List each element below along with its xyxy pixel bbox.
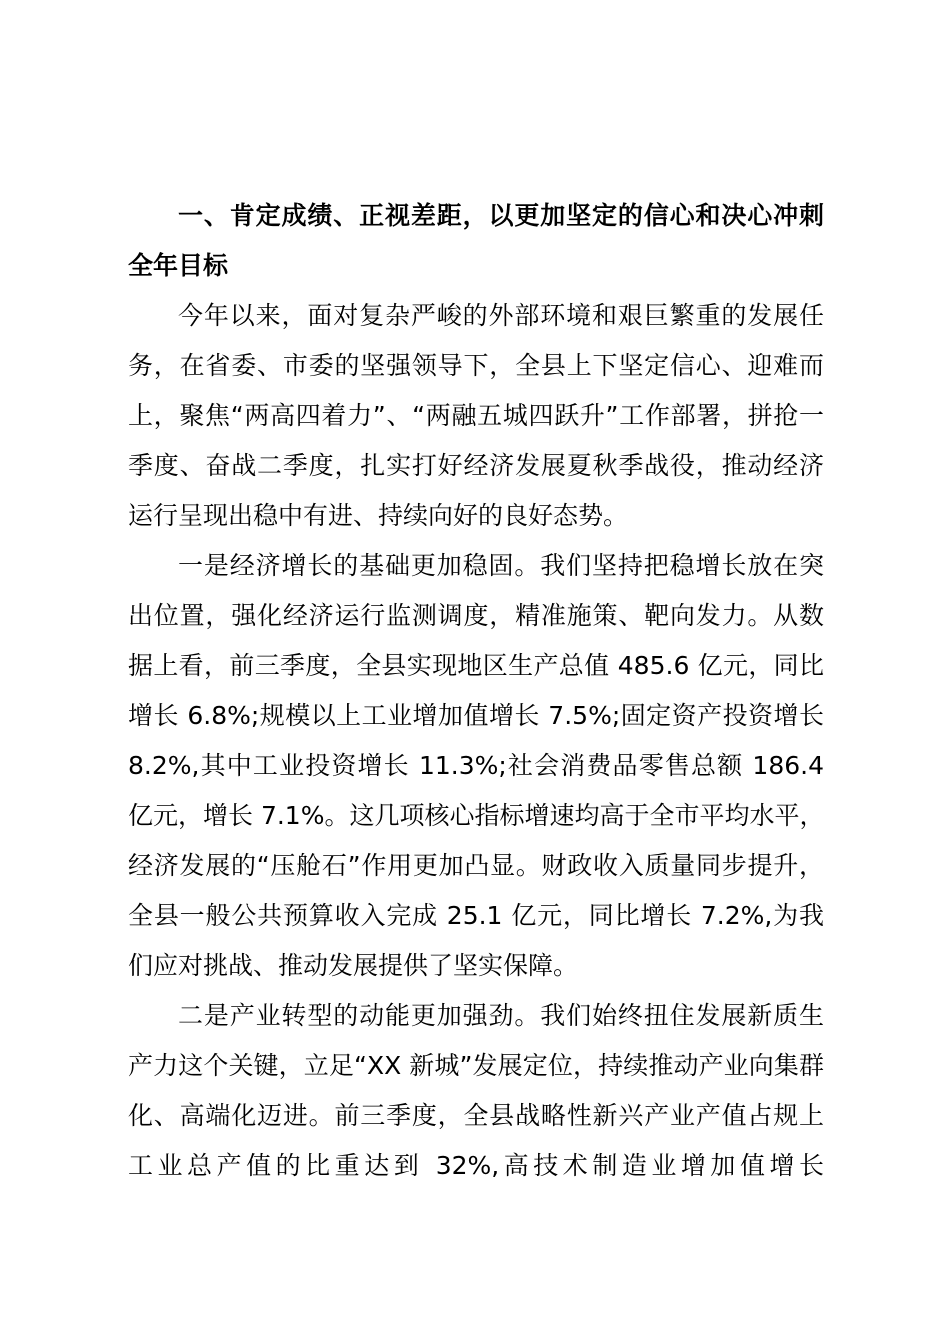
paragraph-line: 季度、奋战二季度，扎实打好经济发展夏秋季战役，推动经济 (128, 451, 824, 480)
paragraph-overview (128, 291, 824, 541)
paragraph-line: 今年以来，面对复杂严峻的外部环境和艰巨繁重的发展任 (178, 301, 824, 330)
section-heading (128, 191, 824, 291)
paragraph-line: 务，在省委、市委的坚强领导下，全县上下坚定信心、迎难而 (128, 351, 824, 380)
paragraph-economic-growth (128, 541, 824, 991)
paragraph-line: 们应对挑战、推动发展提供了坚实保障。 (128, 951, 579, 980)
paragraph-line: 经济发展的“压舱石”作用更加凸显。财政收入质量同步提升， (128, 851, 824, 880)
paragraph-line: 运行呈现出稳中有进、持续向好的良好态势。 (128, 501, 629, 530)
paragraph-line: 据上看，前三季度，全县实现地区生产总值 485.6 亿元，同比 (128, 651, 824, 680)
paragraph-line: 上，聚焦“两高四着力”、“两融五城四跃升”工作部署，拼抢一 (128, 401, 824, 430)
paragraph-line: 二是产业转型的动能更加强劲。我们始终扭住发展新质生 (178, 1001, 824, 1030)
paragraph-line: 产力这个关键，立足“XX 新城”发展定位，持续推动产业向集群 (128, 1051, 824, 1080)
paragraph-line: 亿元，增长 7.1%。这几项核心指标增速均高于全市平均水平， (128, 801, 825, 830)
paragraph-line: 一是经济增长的基础更加稳固。我们坚持把稳增长放在突 (178, 551, 824, 580)
paragraph-line: 工业总产值的比重达到 32%,高技术制造业增加值增长 (128, 1151, 824, 1180)
heading-line: 全年目标 (128, 251, 229, 280)
paragraph-line: 8.2%,其中工业投资增长 11.3%;社会消费品零售总额 186.4 (128, 751, 824, 780)
paragraph-line: 出位置，强化经济运行监测调度，精准施策、靶向发力。从数 (128, 601, 824, 630)
document-page (128, 191, 824, 1191)
paragraph-line: 化、高端化迈进。前三季度，全县战略性新兴产业产值占规上 (128, 1101, 824, 1130)
paragraph-industry-transformation (128, 991, 824, 1191)
paragraph-line: 全县一般公共预算收入完成 25.1 亿元，同比增长 7.2%,为我 (128, 901, 824, 930)
paragraph-line: 增长 6.8%;规模以上工业增加值增长 7.5%;固定资产投资增长 (128, 701, 824, 730)
heading-line: 一、肯定成绩、正视差距，以更加坚定的信心和决心冲刺 (178, 201, 824, 230)
